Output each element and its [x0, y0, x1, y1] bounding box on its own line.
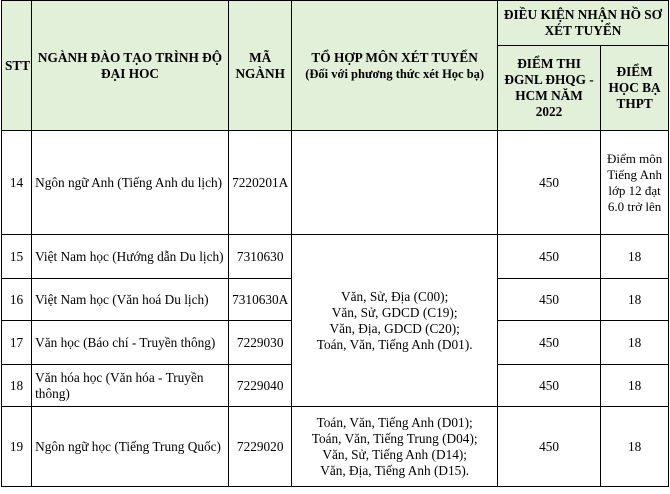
- table-row: [2, 407, 669, 487]
- to-hop-line: Toán, Văn, Tiếng Trung (D04);: [311, 430, 478, 446]
- row-hoc-ba: 18: [601, 321, 669, 365]
- header-dieu-kien: ĐIỀU KIỆN NHẬN HỒ SƠ XÉT TUYỂN: [497, 1, 668, 46]
- row-stt: 17: [2, 321, 32, 365]
- header-stt: STT: [2, 1, 32, 131]
- to-hop-line: Văn, Sử, Địa (C00);: [341, 288, 449, 304]
- row-nganh: Ngôn ngữ Anh (Tiếng Anh du lịch): [32, 131, 229, 235]
- row-dgnl: 450: [497, 321, 600, 365]
- to-hop-line: Văn, Địa, Tiếng Anh (D15).: [320, 462, 470, 478]
- row-ma-nganh: 7229040: [228, 365, 291, 407]
- to-hop-line: Văn, Địa, GDCD (C20);: [329, 320, 460, 336]
- row-ma-nganh: 7229020: [228, 407, 291, 487]
- row-dgnl: 450: [497, 365, 600, 407]
- row-stt: 18: [2, 365, 32, 407]
- to-hop-line: Toán, Văn, Tiếng Anh (D01).: [316, 336, 473, 352]
- header-to-hop-note: (Đối với phương thức xét Học bạ): [305, 66, 485, 81]
- to-hop-line: Toán, Văn, Tiếng Anh (D01);: [316, 414, 473, 430]
- row-to-hop-empty: [292, 131, 497, 235]
- header-to-hop: [292, 1, 497, 131]
- row-nganh: Văn hóa học (Văn hóa - Truyền thông): [32, 365, 229, 407]
- row-hoc-ba: 18: [601, 365, 669, 407]
- row-to-hop-group-a: [292, 235, 497, 407]
- header-nganh: NGÀNH ĐÀO TẠO TRÌNH ĐỘ ĐẠI HOC: [32, 1, 229, 131]
- row-stt: 16: [2, 279, 32, 321]
- table-row: [2, 131, 669, 235]
- row-hoc-ba: 18: [601, 407, 669, 487]
- row-hoc-ba: 18: [601, 235, 669, 279]
- row-dgnl: 450: [497, 235, 600, 279]
- to-hop-line: Văn, Sử, GDCD (C19);: [331, 304, 458, 320]
- row-nganh: Việt Nam học (Văn hoá Du lịch): [32, 279, 229, 321]
- header-dgnl: ĐIỂM THI ĐGNL ĐHQG - HCM NĂM 2022: [497, 46, 600, 131]
- to-hop-line: Văn, Sử, Tiếng Anh (D14);: [322, 446, 467, 462]
- row-stt: 14: [2, 131, 32, 235]
- row-ma-nganh: 7229030: [228, 321, 291, 365]
- header-hoc-ba: ĐIỂM HỌC BẠ THPT: [601, 46, 669, 131]
- row-nganh: Văn học (Báo chí - Truyền thông): [32, 321, 229, 365]
- admission-table: [1, 0, 669, 487]
- row-nganh: Ngôn ngữ học (Tiếng Trung Quốc): [32, 407, 229, 487]
- row-dgnl: 450: [497, 407, 600, 487]
- row-hoc-ba: Điểm môn Tiếng Anh lớp 12 đạt 6.0 trở lên: [601, 131, 669, 235]
- row-hoc-ba: 18: [601, 279, 669, 321]
- table-row: [2, 235, 669, 279]
- row-dgnl: 450: [497, 279, 600, 321]
- header-ma-nganh: MÃ NGÀNH: [228, 1, 291, 131]
- row-to-hop-group-b: [292, 407, 497, 487]
- row-stt: 19: [2, 407, 32, 487]
- row-stt: 15: [2, 235, 32, 279]
- row-ma-nganh: 7310630A: [228, 279, 291, 321]
- header-to-hop-title: TỔ HỢP MÔN XÉT TUYỂN: [311, 49, 478, 65]
- row-dgnl: 450: [497, 131, 600, 235]
- row-ma-nganh: 7220201A: [228, 131, 291, 235]
- row-ma-nganh: 7310630: [228, 235, 291, 279]
- row-nganh: Việt Nam học (Hướng dẫn Du lịch): [32, 235, 229, 279]
